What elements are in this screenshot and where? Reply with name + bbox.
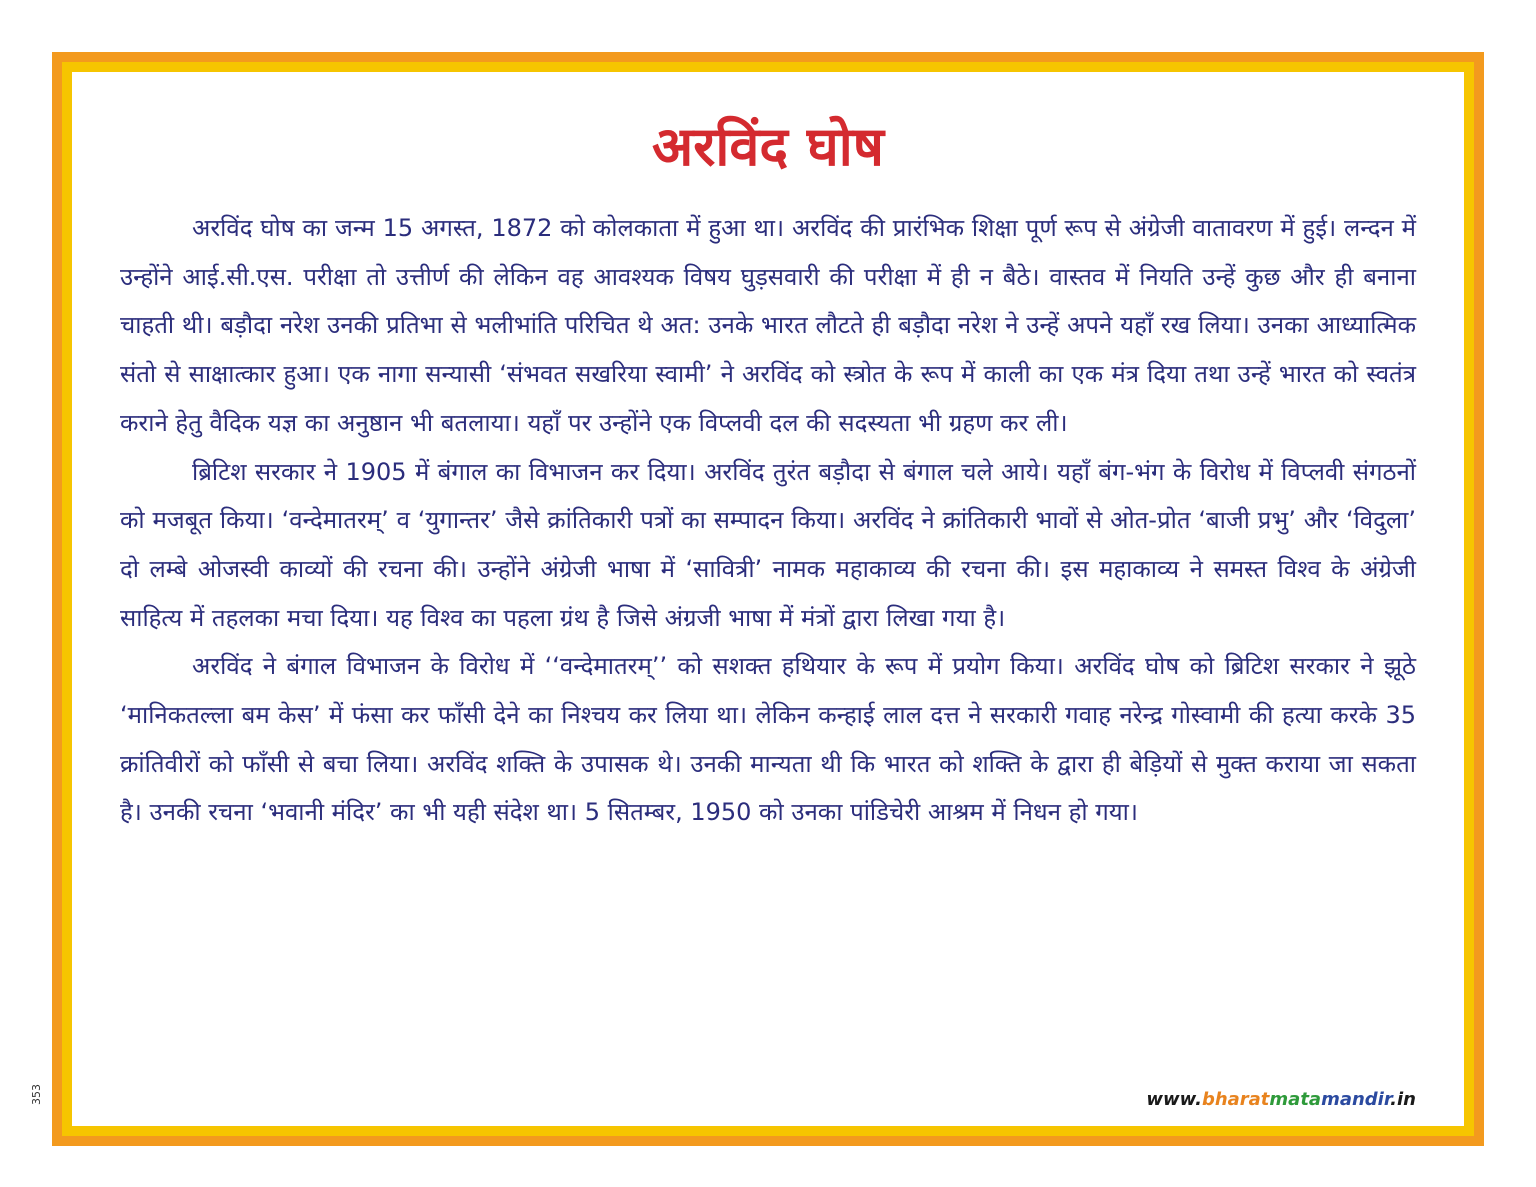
paragraph-2: ब्रिटिश सरकार ने 1905 में बंगाल का विभाजन कर दिया। अरविंद तुरंत बड़ौदा से बंगाल चले आये। यहाँ बंग-भंग के विरोध में विप्लवी संगठनों को मजबूत किया। ‘वन्देमातरम्’ व ‘युगान्तर’ जैसे क्रांतिकारी पत्रों का सम्पादन किया। अरविंद ने क्रांतिकारी भावों से ओत-प्रोत ‘बाजी प्रभु’ और ‘विदुला’ दो लम्बे ओजस्वी काव्यों की रचना की। उन्होंने अंग्रेजी भाषा में ‘सावित्री’ नामक महाकाव्य की रचना की। इस महाकाव्य ने समस्त विश्व के अंग्रेजी साहित्य में तहलका मचा दिया। यह विश्व का पहला ग्रंथ है जिसे अंग्रजी भाषा में मंत्रों द्वारा लिखा गया है।	[120, 457, 1416, 632]
paragraph-1: अरविंद घोष का जन्म 15 अगस्त, 1872 को कोलकाता में हुआ था। अरविंद की प्रारंभिक शिक्षा पूर्ण रूप से अंग्रेजी वातावरण में हुई। लन्दन में उन्होंने आई.सी.एस. परीक्षा तो उत्तीर्ण की लेकिन वह आवश्यक विषय घुड़सवारी की परीक्षा में ही न बैठे। वास्तव में नियति उन्हें कुछ और ही बनाना चाहती थी। बड़ौदा नरेश उनकी प्रतिभा से भलीभांति परिचित थे अत: उनके भारत लौटते ही बड़ौदा नरेश ने उन्हें अपने यहाँ रख लिया। उनका आध्यात्मिक संतो से साक्षात्कार हुआ। एक नागा सन्यासी ‘संभवत सखरिया स्वामी’ ने अरविंद को स्त्रोत के रूप में काली का एक मंत्र दिया तथा उन्हें भारत को स्वतंत्र कराने हेतु वैदिक यज्ञ का अनुष्ठान भी बतलाया। यहाँ पर उन्होंने एक विप्लवी दल की सदस्यता भी ग्रहण कर ली।	[120, 214, 1416, 437]
website-link[interactable]	[1146, 1088, 1416, 1112]
website-part-mata: mata	[1269, 1089, 1322, 1110]
website-prefix: www.	[1146, 1089, 1202, 1110]
orange-border-frame	[52, 52, 1484, 1146]
website-suffix: .in	[1390, 1089, 1416, 1110]
yellow-border-frame	[62, 62, 1474, 1136]
article-body	[120, 204, 1416, 837]
page-number: 353	[30, 1084, 43, 1105]
website-part-mandir: mandir	[1321, 1089, 1391, 1110]
website-part-bharat: bharat	[1201, 1089, 1270, 1110]
content-panel	[72, 72, 1464, 1126]
paragraph-3: अरविंद ने बंगाल विभाजन के विरोध में ‘‘वन्देमातरम्’’ को सशक्त हथियार के रूप में प्रयोग किया। अरविंद घोष को ब्रिटिश सरकार ने झूठे ‘मानिकतल्ला बम केस’ में फंसा कर फाँसी देने का निश्चय कर लिया था। लेकिन कन्हाई लाल दत्त ने सरकारी गवाह नरेन्द्र गोस्वामी की हत्या करके 35 क्रांतिवीरों को फाँसी से बचा लिया। अरविंद शक्ति के उपासक थे। उनकी मान्यता थी कि भारत को शक्ति के द्वारा ही बेड़ियों से मुक्त कराया जा सकता है। उनकी रचना ‘भवानी मंदिर’ का भी यही संदेश था। 5 सितम्बर, 1950 को उनका पांडिचेरी आश्रम में निधन हो गया।	[120, 652, 1416, 827]
page-title: अरविंद घोष	[652, 115, 884, 178]
